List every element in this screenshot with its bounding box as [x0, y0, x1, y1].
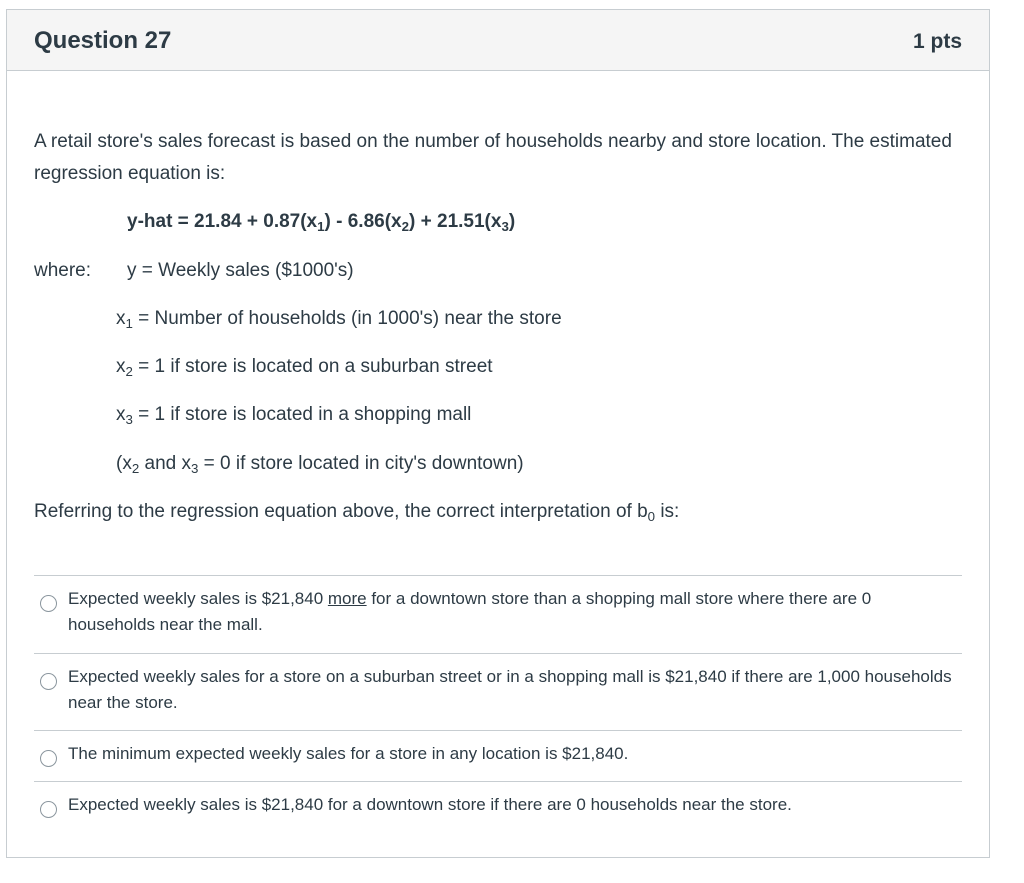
note-subscript: 3	[191, 460, 199, 476]
question-points: 1 pts	[912, 30, 962, 53]
definition-text: = Number of households (in 1000's) near the store	[132, 308, 562, 329]
radio-button[interactable]	[40, 595, 57, 612]
definition-x3	[116, 399, 471, 431]
answer-label[interactable]: Expected weekly sales for a store on a suburban street or in a shopping mall is $21,840 if there are 1,000 households near the store.	[68, 667, 952, 712]
variable-subscript: 2	[125, 363, 133, 379]
definition-note	[116, 448, 524, 480]
note-subscript: 2	[131, 460, 140, 476]
question-title: Question 27	[34, 27, 172, 54]
prompt-subscript: 0	[647, 508, 656, 524]
answer-option-3[interactable]	[34, 730, 962, 782]
regression-equation	[127, 206, 515, 238]
answer-label[interactable]	[68, 586, 962, 638]
radio-button[interactable]	[40, 673, 57, 690]
equation-part: )	[508, 211, 516, 232]
equation-subscript: 3	[501, 218, 509, 234]
question-intro: A retail store's sales forecast is based on the number of households nearby and store location. The estimated regression equation is:	[34, 131, 952, 184]
answer-label[interactable]: The minimum expected weekly sales for a store in any location is $21,840.	[68, 744, 629, 763]
definition-text: = 1 if store is located in a shopping mall	[132, 404, 472, 425]
equation-subscript: 1	[317, 218, 325, 234]
question-card	[6, 9, 990, 858]
where-label: where:	[34, 260, 92, 281]
definition-x1	[116, 303, 562, 335]
variable-name: x	[116, 404, 126, 425]
definition-text: = 1 if store is located on a suburban street	[132, 356, 493, 377]
equation-part: ) + 21.51(x	[409, 211, 502, 232]
variable-name: x	[116, 308, 126, 329]
answer-option-4[interactable]	[34, 781, 962, 833]
answer-option-2[interactable]	[34, 653, 962, 731]
equation-part: ) - 6.86(x	[324, 211, 402, 232]
underlined-word: more	[327, 589, 367, 608]
note-part: = 0 if store located in city's downtown)	[198, 453, 524, 474]
answer-label[interactable]: Expected weekly sales is $21,840 for a downtown store if there are 0 households near the store.	[68, 795, 792, 814]
radio-button[interactable]	[40, 801, 57, 818]
answer-option-1[interactable]	[34, 575, 962, 654]
prompt-part: Referring to the regression equation above, the correct interpretation of b	[34, 501, 648, 522]
prompt-part: is:	[655, 501, 680, 522]
answer-text-part: for a downtown store than a shopping mall store where there are 0 households near the mall.	[68, 589, 872, 634]
question-prompt	[34, 496, 679, 528]
radio-button[interactable]	[40, 750, 57, 767]
variable-subscript: 3	[125, 411, 133, 427]
note-part: (x	[116, 453, 132, 474]
definition-y: y = Weekly sales ($1000's)	[127, 260, 354, 281]
answer-text-part: Expected weekly sales is $21,840	[68, 589, 328, 608]
definition-x2	[116, 351, 493, 383]
variable-name: x	[116, 356, 126, 377]
note-part: and x	[139, 453, 191, 474]
equation-part: y-hat = 21.84 + 0.87(x	[127, 211, 318, 232]
variable-subscript: 1	[125, 315, 133, 331]
question-header	[7, 10, 989, 71]
equation-subscript: 2	[401, 218, 410, 234]
